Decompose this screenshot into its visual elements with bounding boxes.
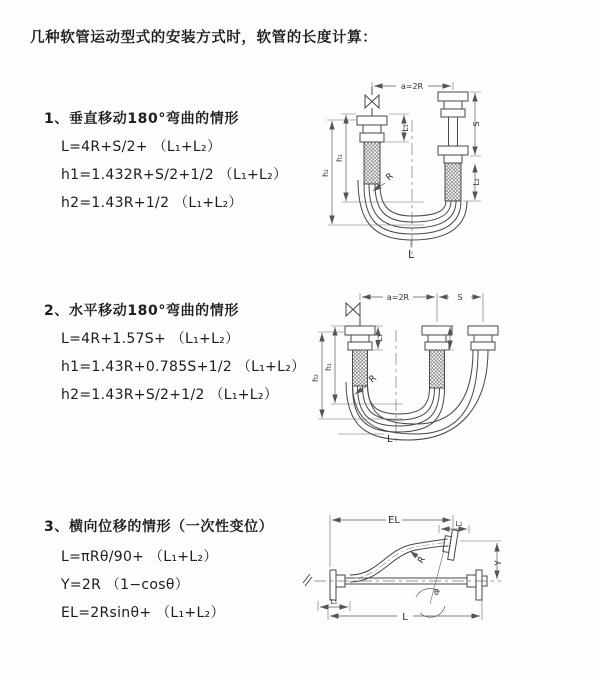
right-flange xyxy=(467,570,487,600)
section-1-heading: 1、垂直移动180°弯曲的情形 xyxy=(44,111,239,127)
right-flange-upper xyxy=(438,92,468,117)
dim-label-r: R xyxy=(367,373,379,386)
dim-label-l2: L₂ xyxy=(472,178,481,186)
braided-hose-left xyxy=(353,350,368,386)
right-flange xyxy=(468,326,498,350)
dim-label-h2: h₂ xyxy=(311,374,320,382)
dim-label-l1: L₁ xyxy=(375,334,384,342)
dim-label-span: a=2R xyxy=(400,82,424,91)
section-2-formula-L: L=4R+1.57S+ （L₁+L₂） xyxy=(61,331,240,347)
hose-s-curve xyxy=(350,539,449,582)
vertical-180-bend-diagram xyxy=(312,70,590,262)
horizontal-180-bend-diagram xyxy=(308,282,595,454)
centerline-break-icon xyxy=(303,574,312,586)
section-2-heading: 2、水平移动180°弯曲的情形 xyxy=(44,303,239,319)
dim-label-s: S xyxy=(472,121,481,127)
dim-label-s: S xyxy=(457,293,463,302)
section-2-formula-h1: h1=1.43R+0.785S+1/2 （L₁+L₂） xyxy=(61,359,306,375)
dim-label-l2: L₂ xyxy=(455,520,463,528)
dim-label-l1: L₁ xyxy=(401,124,410,132)
left-flange xyxy=(330,570,345,600)
section-3-formula-Y: Y=2R （1−cosθ） xyxy=(61,577,190,593)
right-pipe xyxy=(449,117,458,146)
section-1-formula-L: L=4R+S/2+ （L₁+L₂） xyxy=(61,139,222,155)
dim-label-h1: h₁ xyxy=(335,154,344,162)
dim-label-h2: h₂ xyxy=(321,169,330,177)
dim-label-theta: θ xyxy=(434,588,439,597)
left-flange xyxy=(357,116,387,142)
displaced-flange xyxy=(442,529,459,561)
section-3-formula-L: L=πRθ/90+ （L₁+L₂） xyxy=(61,549,218,565)
right-flange-lower xyxy=(438,146,468,163)
lateral-displacement-diagram xyxy=(298,503,600,648)
dim-label-r: R xyxy=(384,171,396,184)
braided-hose-left xyxy=(364,142,380,184)
valve-icon xyxy=(365,87,379,116)
section-3-heading: 3、横向位移的情形（一次性变位） xyxy=(44,519,274,535)
dim-label-el: EL xyxy=(388,515,400,526)
left-flange xyxy=(345,326,375,350)
section-1-formula-h1: h1=1.432R+S/2+1/2 （L₁+L₂） xyxy=(61,167,288,183)
dim-label-l: L xyxy=(402,612,408,623)
section-2-formula-h2: h2=1.43R+S/2+1/2 （L₁+L₂） xyxy=(61,387,279,403)
section-1-formula-h2: h2=1.43R+1/2 （L₁+L₂） xyxy=(61,195,243,211)
hose-u-bend xyxy=(353,386,445,432)
braided-hose-right xyxy=(445,163,461,201)
dim-label-y: Y xyxy=(494,560,504,566)
middle-flange xyxy=(422,326,452,350)
dim-label-l: L xyxy=(408,248,415,261)
braided-hose-middle xyxy=(430,350,445,388)
page-title: 几种软管运动型式的安装方式时，软管的长度计算： xyxy=(30,30,378,46)
dim-label-l: L xyxy=(387,434,393,445)
section-3-formula-EL: EL=2Rsinθ+ （L₁+L₂） xyxy=(61,605,225,621)
dim-label-l1: L₁ xyxy=(330,598,338,606)
valve-icon xyxy=(346,302,360,326)
dim-label-r: R xyxy=(416,555,428,566)
dim-label-h1: h₁ xyxy=(324,363,333,371)
dim-label-span: a=2R xyxy=(386,293,410,302)
